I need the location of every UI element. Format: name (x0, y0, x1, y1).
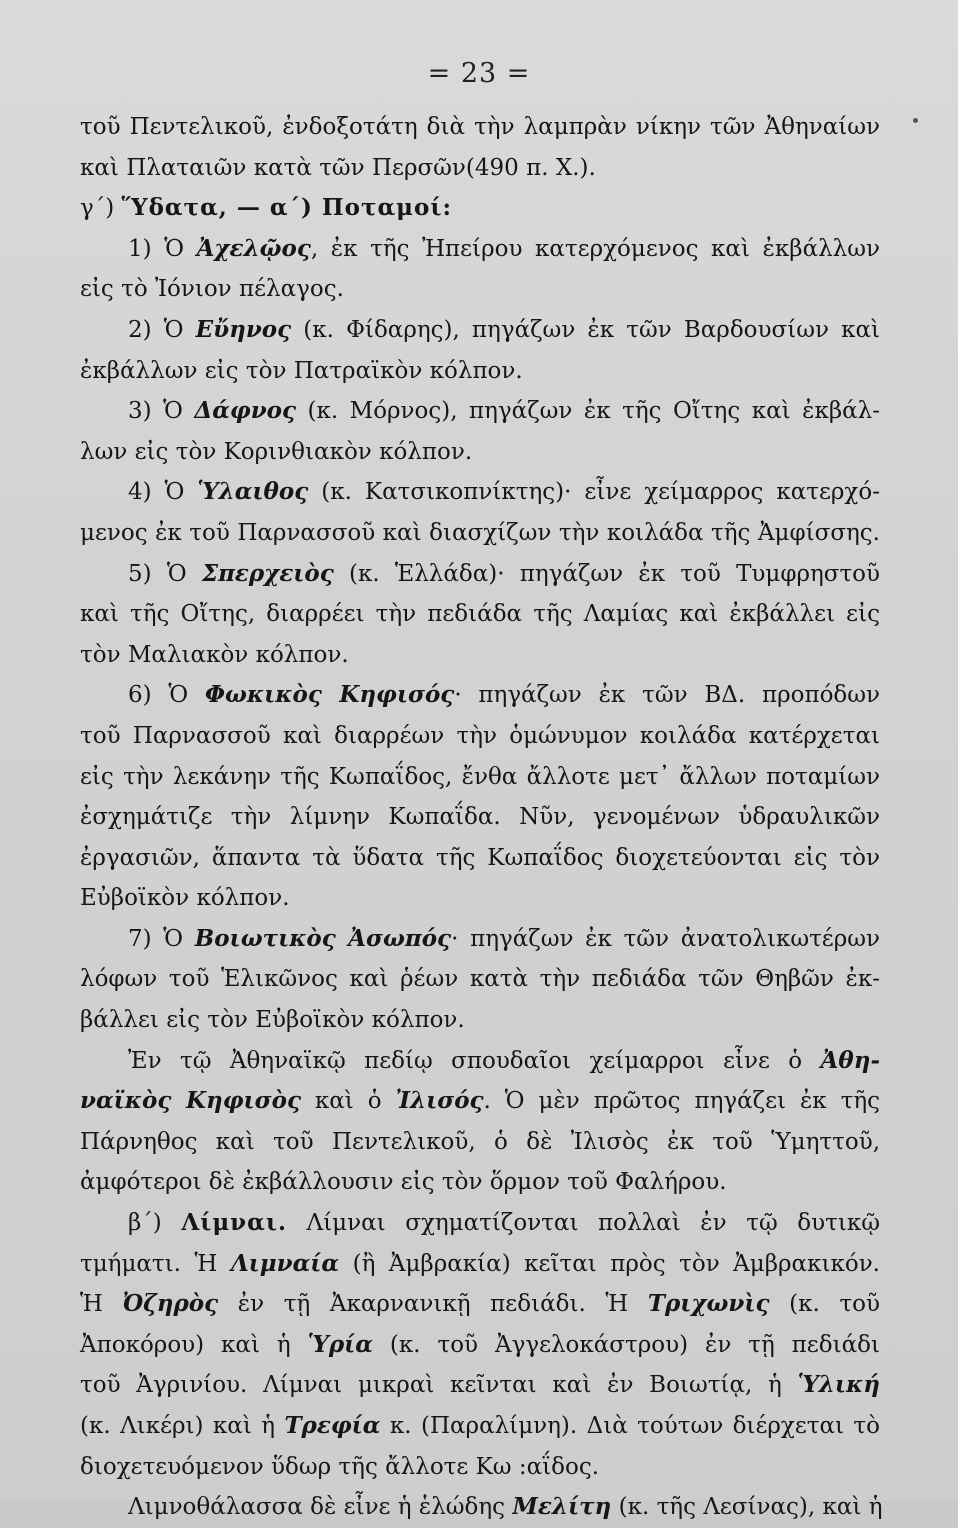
text-run: γ΄) (80, 195, 122, 222)
text-line (80, 838, 880, 879)
text-line (80, 391, 880, 432)
text-run: 3) Ὁ (128, 398, 195, 425)
text-run: (κ. τοῦ (769, 1291, 880, 1318)
emphasized-term: Ἀχελῷος (196, 234, 311, 262)
text-line (80, 1406, 880, 1447)
text-run: εἰς τὸ Ἰόνιον πέλαγος. (80, 276, 344, 303)
text-line (80, 1081, 880, 1122)
text-run: 2) Ὁ (128, 316, 196, 343)
text-line (80, 554, 880, 595)
text-line (80, 310, 880, 351)
text-line (80, 1041, 880, 1082)
text-run: ἐκβάλλων εἰς τὸν Πατραϊκὸν κόλπον. (80, 357, 523, 384)
text-run: Ἡ (80, 1291, 123, 1318)
text-run: ἀμφότεροι δὲ ἐκβάλλουσιν εἰς τὸν ὅρμον τοῦ Φαλήρου. (80, 1169, 727, 1196)
text-line (80, 1122, 880, 1163)
emphasized-term: Φωκικὸς Κηφισός (204, 681, 455, 709)
emphasized-term: Βοιωτικὸς Ἀσωπός (194, 924, 452, 952)
text-line (80, 1203, 880, 1244)
text-line (80, 919, 880, 960)
text-line (80, 1325, 880, 1366)
text-run: 4) Ὁ (128, 479, 198, 506)
text-run: (κ. Λικέρι) καὶ ἡ (80, 1413, 285, 1439)
text-run: κ. (Παραλίμνη). Διὰ τούτων διέρχεται τὸ (380, 1413, 880, 1439)
text-line (80, 188, 880, 229)
emphasized-term: Ὑλική (797, 1371, 880, 1399)
text-run: 5) Ὁ (128, 560, 202, 587)
emphasized-term: Ὑλαιθος (197, 478, 309, 506)
text-line (80, 716, 880, 757)
text-run: καὶ ὁ (300, 1088, 396, 1115)
text-line (80, 432, 880, 473)
text-run: τμήματι. Ἡ (80, 1250, 231, 1277)
emphasized-term: Τριχωνὶς (647, 1290, 770, 1318)
text-run: β΄) (128, 1210, 182, 1237)
emphasized-term: Ὕδατα, — α΄) Ποταμοί: (121, 194, 452, 222)
text-run: Λιμνοθάλασσα δὲ εἶνε ἡ ἑλώδης (128, 1494, 513, 1521)
body-text (80, 107, 883, 1528)
text-run: ἐργασιῶν, ἅπαντα τὰ ὕδατα τῆς Κωπαΐδος διοχετεύονται εἰς τὸν (80, 844, 880, 871)
text-line (80, 1365, 880, 1406)
text-run: (κ. τῆς Λεσίνας), καὶ ἡ (611, 1494, 883, 1521)
text-line (80, 635, 880, 676)
emphasized-term: Ὑρία (307, 1330, 373, 1358)
text-run: καὶ τῆς Οἴτης, διαρρέει τὴν πεδιάδα τῆς Λαμίας καὶ ἐκβάλλει εἰς (80, 601, 880, 628)
emphasized-term: Τρεφία (284, 1412, 381, 1439)
text-line (80, 1244, 880, 1285)
text-run: (κ. Ἑλλάδα)· πηγάζων ἐκ τοῦ Τυμφρηστοῦ (333, 560, 880, 587)
text-run: τοῦ Πεντελικοῦ, ἐνδοξοτάτη διὰ τὴν λαμπρὰν νίκην τῶν Ἀθηναίων (80, 114, 880, 140)
text-run: 7) Ὁ (128, 925, 195, 952)
text-run: ἐν τῇ Ἀκαρνανικῇ πεδιάδι. Ἡ (218, 1291, 648, 1318)
page-number: = 23 = (427, 58, 531, 89)
text-run: εἰς τὴν λεκάνην τῆς Κωπαΐδος, ἔνθα ἄλλοτε μετ᾽ ἄλλων ποταμίων (80, 763, 880, 790)
text-run: Λίμναι σχηματίζονται πολλαὶ ἐν τῷ δυτικῷ (286, 1210, 880, 1237)
text-run: 6) Ὁ (128, 682, 205, 709)
text-line (80, 472, 880, 513)
text-line (80, 1162, 880, 1203)
text-run: ἐσχημάτιζε τὴν λίμνην Κωπαΐδα. Νῦν, γενομένων ὑδραυλικῶν (80, 804, 880, 831)
margin-speck (913, 118, 918, 123)
text-line (80, 757, 880, 798)
text-run: (κ. Κατσικοπνίκτης)· εἶνε χείμαρρος κατερχό- (308, 479, 880, 506)
text-line (80, 229, 880, 270)
text-line (80, 959, 880, 1000)
emphasized-term: Ὀζηρὸς (122, 1290, 219, 1318)
emphasized-term: Ἰλισός (395, 1087, 484, 1115)
text-line (80, 1447, 880, 1488)
emphasized-term: Δάφνος (194, 397, 297, 425)
text-line (80, 594, 880, 635)
text-run: (ἢ Ἀμβρακία) κεῖται πρὸς τὸν Ἀμβρακικόν. (339, 1250, 880, 1277)
text-run: τοῦ Παρνασσοῦ καὶ διαρρέων τὴν ὁμώνυμον κοιλάδα κατέρχεται (80, 722, 880, 749)
text-run: Πάρνηθος καὶ τοῦ Πεντελικοῦ, ὁ δὲ Ἰλισὸς ἐκ τοῦ Ὑμηττοῦ, (80, 1128, 880, 1155)
text-run: Ἀποκόρου) καὶ ἡ (80, 1331, 308, 1358)
text-line (80, 1000, 880, 1041)
text-run: τοῦ Ἀγρινίου. Λίμναι μικραὶ κεῖνται καὶ ἐν Βοιωτίᾳ, ἡ (80, 1372, 798, 1399)
text-run: βάλλει εἰς τὸν Εὐβοϊκὸν κόλπον. (80, 1007, 465, 1034)
text-line (80, 513, 880, 554)
text-run: διοχετευόμενον ὕδωρ τῆς ἄλλοτε Κω :αΐδος. (80, 1453, 600, 1480)
text-run: · πηγάζων ἐκ τῶν ΒΔ. προπόδων (454, 682, 881, 709)
text-line (80, 107, 880, 148)
text-line (80, 269, 880, 310)
text-line (80, 351, 880, 392)
emphasized-term: Λιμναία (230, 1249, 340, 1277)
text-run: μενος ἐκ τοῦ Παρνασσοῦ καὶ διασχίζων τὴν κοιλάδα τῆς Ἀμφίσσης. (80, 519, 880, 546)
text-run: Ἐν τῷ Ἀθηναϊκῷ πεδίῳ σπουδαῖοι χείμαρροι εἶνε ὁ (128, 1047, 821, 1074)
text-run: (κ. Φίδαρης), πηγάζων ἐκ τῶν Βαρδουσίων καὶ (291, 316, 881, 343)
text-run: . Ὁ μὲν πρῶτος πηγάζει ἐκ τῆς (483, 1088, 880, 1115)
text-line (80, 797, 880, 838)
emphasized-term: Ἀθη- (820, 1046, 880, 1074)
text-run: · πηγάζων ἐκ τῶν ἀνατολικωτέρων (451, 925, 880, 952)
text-run: , ἐκ τῆς Ἠπείρου κατερχόμενος καὶ ἐκβάλλων (310, 235, 880, 262)
text-run: λων εἰς τὸν Κορινθιακὸν κόλπον. (80, 438, 473, 465)
emphasized-term: Εὔηνος (195, 315, 292, 343)
text-run: λόφων τοῦ Ἑλικῶνος καὶ ῥέων κατὰ τὴν πεδιάδα τῶν Θηβῶν ἐκ- (80, 966, 880, 993)
text-line (80, 1487, 883, 1528)
text-run: καὶ Πλαταιῶν κατὰ τῶν Περσῶν(490 π. Χ.). (80, 154, 596, 181)
text-line (80, 1284, 880, 1325)
emphasized-term: Λίμναι. (181, 1209, 287, 1237)
text-run: (κ. τοῦ Ἀγγελοκάστρου) ἐν τῇ πεδιάδι (372, 1331, 880, 1358)
text-run: 1) Ὁ (128, 235, 197, 262)
text-run: (κ. Μόρνος), πηγάζων ἐκ τῆς Οἴτης καὶ ἐκβάλ- (296, 398, 880, 425)
text-line (80, 878, 880, 919)
text-run: Εὐβοϊκὸν κόλπον. (80, 885, 290, 912)
emphasized-term: Σπερχειὸς (201, 559, 334, 587)
emphasized-term: Μελίτη (512, 1493, 612, 1521)
text-run: τὸν Μαλιακὸν κόλπον. (80, 641, 349, 668)
text-line (80, 675, 880, 716)
text-line (80, 148, 880, 189)
emphasized-term: ναϊκὸς Κηφισὸς (80, 1087, 301, 1115)
